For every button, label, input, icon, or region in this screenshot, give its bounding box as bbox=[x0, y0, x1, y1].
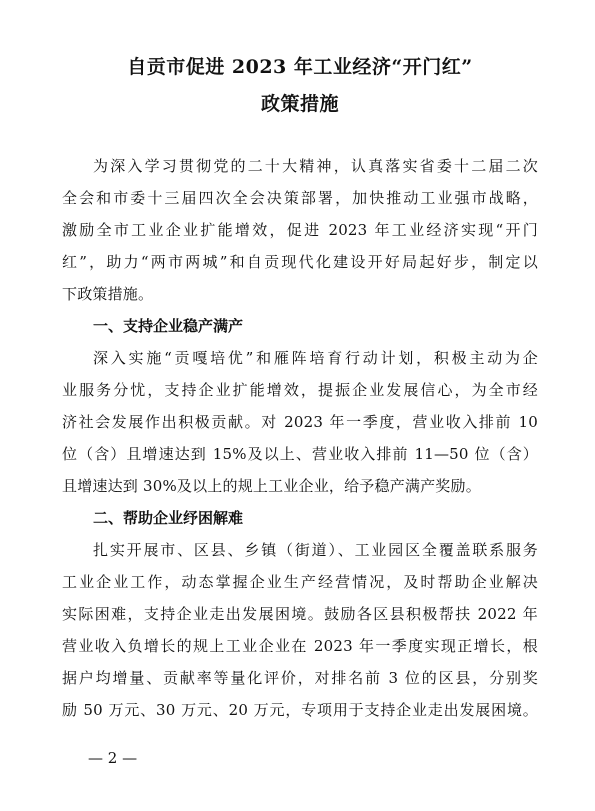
section2-line: 实际困难，支持企业走出发展困境。鼓励各区县积极帮扶 2022 年 bbox=[62, 605, 538, 623]
section1-line: 济社会发展作出积极贡献。对 2023 年一季度，营业收入排前 10 bbox=[62, 413, 538, 431]
section2-line: 励 50 万元、30 万元、20 万元，专项用于支持企业走出发展困境。 bbox=[62, 701, 538, 719]
section1-heading: 一、支持企业稳产满产 bbox=[93, 317, 244, 335]
section2-line: 扎实开展市、区县、乡镇（街道）、工业园区全覆盖联系服务 bbox=[93, 541, 538, 559]
section2-line: 据户均增量、贡献率等量化评价，对排名前 3 位的区县，分别奖 bbox=[62, 669, 538, 687]
section1-line: 且增速达到 30%及以上的规上工业企业，给予稳产满产奖励。 bbox=[62, 477, 481, 495]
intro-line: 下政策措施。 bbox=[62, 285, 154, 303]
intro-line: 激励全市工业企业扩能增效，促进 2023 年工业经济实现“开门 bbox=[62, 221, 538, 239]
document-title-line1: 自贡市促进 2023 年工业经济“开门红” bbox=[127, 56, 473, 78]
intro-line: 全会和市委十三届四次全会决策部署，加快推动工业强市战略， bbox=[62, 189, 538, 207]
page-number: — 2 — bbox=[88, 749, 138, 767]
document-title-line2: 政策措施 bbox=[260, 93, 339, 115]
section2-heading: 二、帮助企业纾困解难 bbox=[93, 509, 244, 527]
section1-line: 深入实施“贡嘎培优”和雁阵培育行动计划，积极主动为企 bbox=[93, 349, 538, 367]
section1-line: 业服务分忧，支持企业扩能增效，提振企业发展信心，为全市经 bbox=[62, 381, 538, 399]
section1-line: 位（含）且增速达到 15%及以上、营业收入排前 11—50 位（含） bbox=[62, 445, 538, 463]
intro-line: 红”，助力“两市两城”和自贡现代化建设开好局起好步，制定以 bbox=[62, 253, 538, 271]
section2-line: 营业收入负增长的规上工业企业在 2023 年一季度实现正增长，根 bbox=[62, 637, 538, 655]
section2-line: 工业企业工作，动态掌握企业生产经营情况，及时帮助企业解决 bbox=[62, 573, 538, 591]
intro-line: 为深入学习贯彻党的二十大精神，认真落实省委十二届二次 bbox=[93, 157, 538, 175]
